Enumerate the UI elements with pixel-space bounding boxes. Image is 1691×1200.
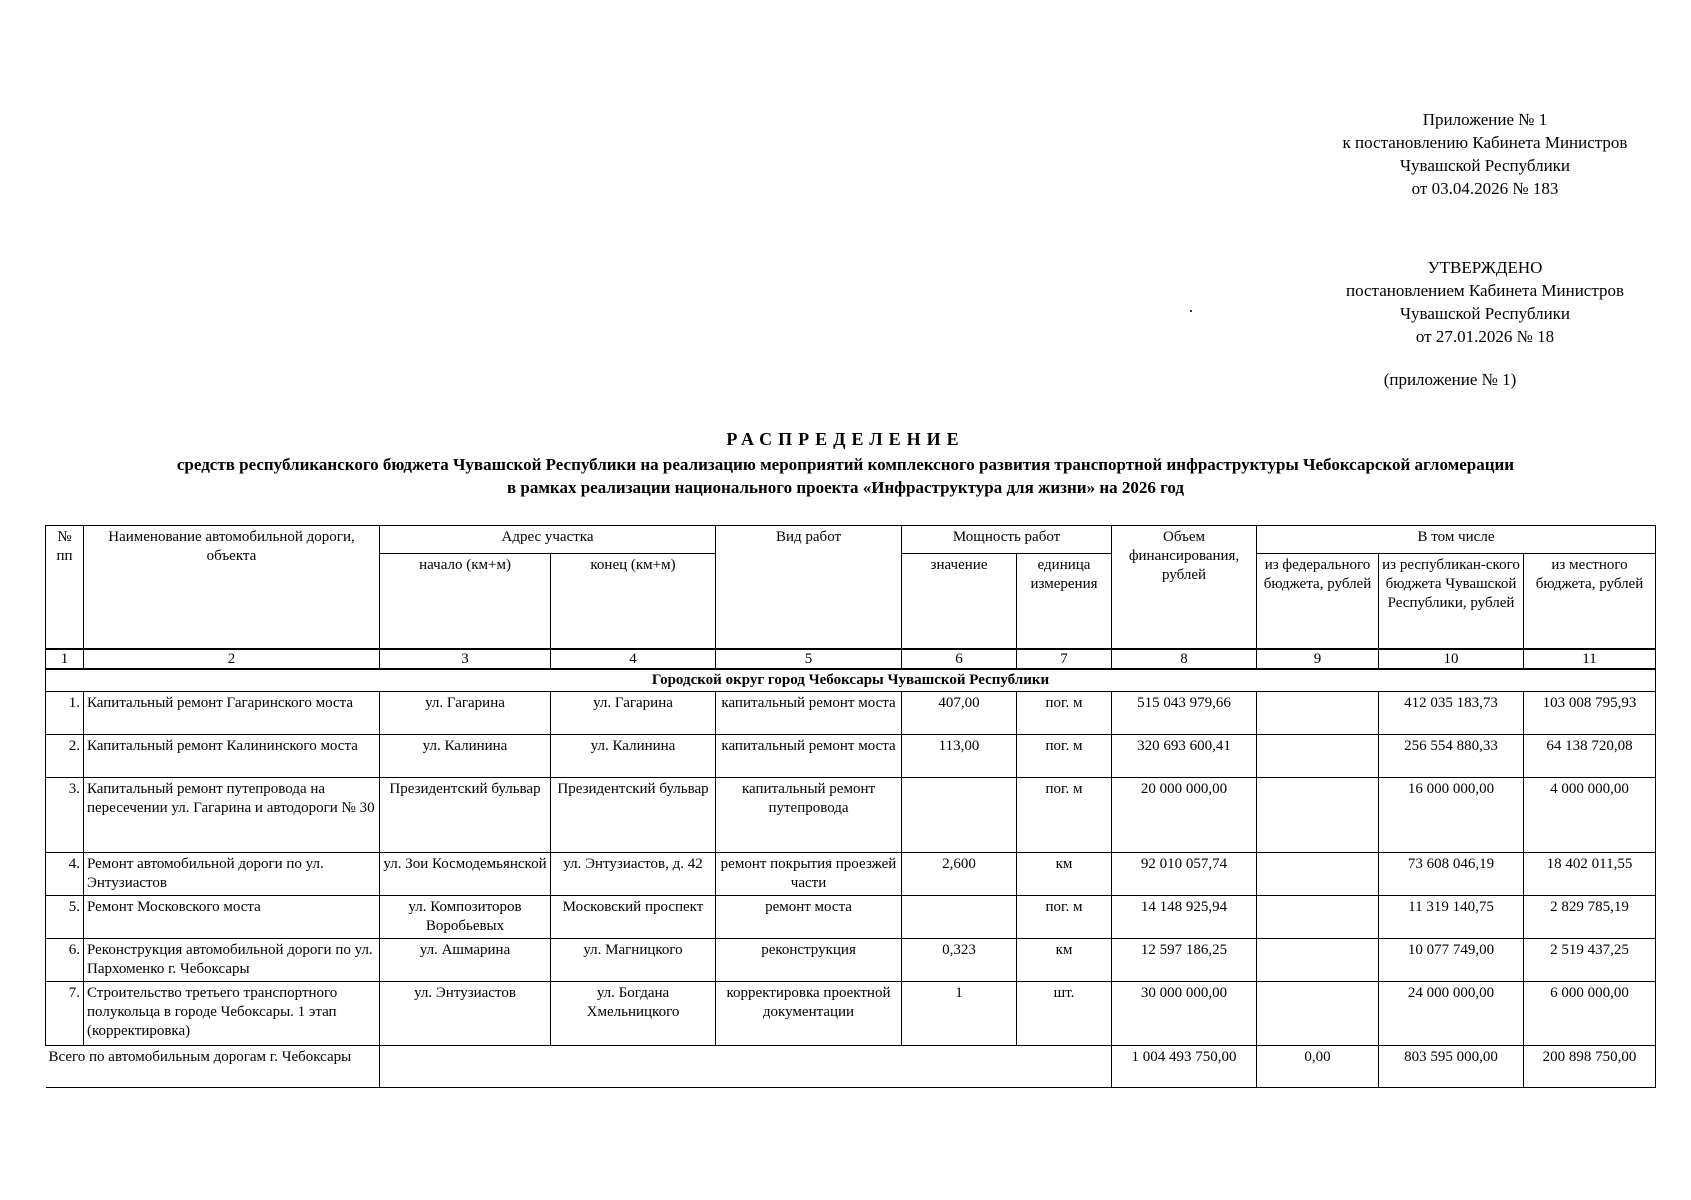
total-volume: 1 004 493 750,00	[1112, 1045, 1257, 1087]
column-number: 5	[716, 649, 902, 669]
column-number: 3	[380, 649, 551, 669]
row-start: ул. Калинина	[380, 734, 551, 777]
row-federal	[1257, 777, 1379, 852]
table-row	[46, 981, 1656, 1045]
row-name: Капитальный ремонт путепровода на пересечении ул. Гагарина и автодороги № 30	[84, 777, 380, 852]
table-row	[46, 852, 1656, 895]
table-row	[46, 691, 1656, 734]
row-end: ул. Гагарина	[551, 691, 716, 734]
column-number-row	[46, 649, 1656, 669]
table-row	[46, 938, 1656, 981]
column-number: 6	[902, 649, 1017, 669]
row-federal	[1257, 734, 1379, 777]
column-number: 7	[1017, 649, 1112, 669]
row-federal	[1257, 852, 1379, 895]
header-work-type: Вид работ	[716, 526, 902, 649]
row-name: Реконструкция автомобильной дороги по ул. Пархоменко г. Чебоксары	[84, 938, 380, 981]
row-volume: 12 597 186,25	[1112, 938, 1257, 981]
row-name: Капитальный ремонт Калининского моста	[84, 734, 380, 777]
row-end: ул. Калинина	[551, 734, 716, 777]
approval-line: от 27.01.2026 № 18	[1415, 327, 1555, 346]
row-unit: км	[1017, 938, 1112, 981]
approval-line: постановлением Кабинета Министров	[1345, 281, 1625, 300]
column-number: 4	[551, 649, 716, 669]
row-federal	[1257, 691, 1379, 734]
header-end: конец (км+м)	[551, 554, 716, 649]
section-title: Городской округ город Чебоксары Чувашской Республики	[46, 669, 1656, 692]
row-volume: 515 043 979,66	[1112, 691, 1257, 734]
row-start: ул. Ашмарина	[380, 938, 551, 981]
row-start: ул. Энтузиастов	[380, 981, 551, 1045]
row-local: 4 000 000,00	[1524, 777, 1656, 852]
document-subtitle: в рамках реализации национального проекта «Инфраструктура для жизни» на 2026 год	[506, 478, 1185, 497]
row-value: 113,00	[902, 734, 1017, 777]
header-capacity: Мощность работ	[902, 526, 1112, 554]
appendix-line: к постановлению Кабинета Министров	[1342, 133, 1628, 152]
row-start: ул. Зои Космодемьянской	[380, 852, 551, 895]
row-republic: 412 035 183,73	[1379, 691, 1524, 734]
row-num: 7.	[46, 981, 84, 1045]
header-value: значение	[902, 554, 1017, 649]
column-number: 1	[46, 649, 84, 669]
row-republic: 73 608 046,19	[1379, 852, 1524, 895]
row-local: 2 519 437,25	[1524, 938, 1656, 981]
row-work: реконструкция	[716, 938, 902, 981]
row-local: 2 829 785,19	[1524, 895, 1656, 938]
header-address: Адрес участка	[380, 526, 716, 554]
total-label: Всего по автомобильным дорогам г. Чебоксары	[46, 1045, 380, 1087]
row-value: 0,323	[902, 938, 1017, 981]
appendix-line: Приложение № 1	[1422, 110, 1548, 129]
appendix-line: от 03.04.2026 № 183	[1411, 179, 1559, 198]
document-subtitle: средств республиканского бюджета Чувашской Республики на реализацию мероприятий комплексного развития транспортной инфраструктуры Чебоксарской агломерации	[176, 455, 1515, 474]
row-end: Президентский бульвар	[551, 777, 716, 852]
approval-line: УТВЕРЖДЕНО	[1427, 258, 1543, 277]
row-unit: пог. м	[1017, 777, 1112, 852]
row-work: капитальный ремонт моста	[716, 734, 902, 777]
column-number: 9	[1257, 649, 1379, 669]
row-start: ул. Гагарина	[380, 691, 551, 734]
row-end: ул. Богдана Хмельницкого	[551, 981, 716, 1045]
appendix-header	[1270, 108, 1691, 200]
document-title: РАСПРЕДЕЛЕНИЕ	[726, 429, 965, 449]
row-volume: 92 010 057,74	[1112, 852, 1257, 895]
row-work: корректировка проектной документации	[716, 981, 902, 1045]
row-federal	[1257, 981, 1379, 1045]
row-name: Капитальный ремонт Гагаринского моста	[84, 691, 380, 734]
column-number: 11	[1524, 649, 1656, 669]
row-volume: 320 693 600,41	[1112, 734, 1257, 777]
total-local: 200 898 750,00	[1524, 1045, 1656, 1087]
row-republic: 11 319 140,75	[1379, 895, 1524, 938]
header-local: из местного бюджета, рублей	[1524, 554, 1656, 649]
row-end: ул. Магницкого	[551, 938, 716, 981]
row-value	[902, 777, 1017, 852]
row-value: 1	[902, 981, 1017, 1045]
row-volume: 30 000 000,00	[1112, 981, 1257, 1045]
row-republic: 10 077 749,00	[1379, 938, 1524, 981]
column-number: 8	[1112, 649, 1257, 669]
row-unit: км	[1017, 852, 1112, 895]
row-num: 6.	[46, 938, 84, 981]
row-unit: пог. м	[1017, 734, 1112, 777]
row-name: Ремонт автомобильной дороги по ул. Энтузиастов	[84, 852, 380, 895]
approval-line: Чувашской Республики	[1399, 304, 1571, 323]
header-num: № пп	[46, 526, 84, 649]
appendix-line: Чувашской Республики	[1399, 156, 1571, 175]
header-including: В том числе	[1257, 526, 1656, 554]
header-federal: из федерального бюджета, рублей	[1257, 554, 1379, 649]
header-volume: Объем финансирования, рублей	[1112, 526, 1257, 649]
total-spacer	[380, 1045, 1112, 1087]
row-local: 6 000 000,00	[1524, 981, 1656, 1045]
row-num: 2.	[46, 734, 84, 777]
header-start: начало (км+м)	[380, 554, 551, 649]
row-start: ул. Композиторов Воробьевых	[380, 895, 551, 938]
row-work: капитальный ремонт моста	[716, 691, 902, 734]
row-federal	[1257, 938, 1379, 981]
appendix-note: (приложение № 1)	[1383, 370, 1517, 389]
column-number: 10	[1379, 649, 1524, 669]
header-unit: единица измерения	[1017, 554, 1112, 649]
row-unit: пог. м	[1017, 691, 1112, 734]
row-unit: пог. м	[1017, 895, 1112, 938]
row-num: 5.	[46, 895, 84, 938]
row-value: 407,00	[902, 691, 1017, 734]
row-name: Строительство третьего транспортного полукольца в городе Чебоксары. 1 этап (корректировка)	[84, 981, 380, 1045]
scan-speck	[1190, 310, 1192, 312]
table-row	[46, 734, 1656, 777]
total-republic: 803 595 000,00	[1379, 1045, 1524, 1087]
row-end: ул. Энтузиастов, д. 42	[551, 852, 716, 895]
header-name: Наименование автомобильной дороги, объекта	[84, 526, 380, 649]
row-work: капитальный ремонт путепровода	[716, 777, 902, 852]
row-unit: шт.	[1017, 981, 1112, 1045]
row-num: 1.	[46, 691, 84, 734]
row-local: 18 402 011,55	[1524, 852, 1656, 895]
row-num: 3.	[46, 777, 84, 852]
row-republic: 256 554 880,33	[1379, 734, 1524, 777]
row-republic: 24 000 000,00	[1379, 981, 1524, 1045]
header-republic: из республикан-ского бюджета Чувашской Республики, рублей	[1379, 554, 1524, 649]
row-work: ремонт покрытия проезжей части	[716, 852, 902, 895]
approval-stamp	[1270, 256, 1691, 348]
row-num: 4.	[46, 852, 84, 895]
section-row	[46, 669, 1656, 692]
row-name: Ремонт Московского моста	[84, 895, 380, 938]
row-local: 64 138 720,08	[1524, 734, 1656, 777]
table-row	[46, 777, 1656, 852]
total-federal: 0,00	[1257, 1045, 1379, 1087]
row-volume: 20 000 000,00	[1112, 777, 1257, 852]
row-value: 2,600	[902, 852, 1017, 895]
row-value	[902, 895, 1017, 938]
row-federal	[1257, 895, 1379, 938]
row-start: Президентский бульвар	[380, 777, 551, 852]
row-work: ремонт моста	[716, 895, 902, 938]
row-end: Московский проспект	[551, 895, 716, 938]
row-local: 103 008 795,93	[1524, 691, 1656, 734]
column-number: 2	[84, 649, 380, 669]
distribution-table	[45, 525, 1656, 1088]
row-republic: 16 000 000,00	[1379, 777, 1524, 852]
row-volume: 14 148 925,94	[1112, 895, 1257, 938]
table-row	[46, 895, 1656, 938]
total-row	[46, 1045, 1656, 1087]
